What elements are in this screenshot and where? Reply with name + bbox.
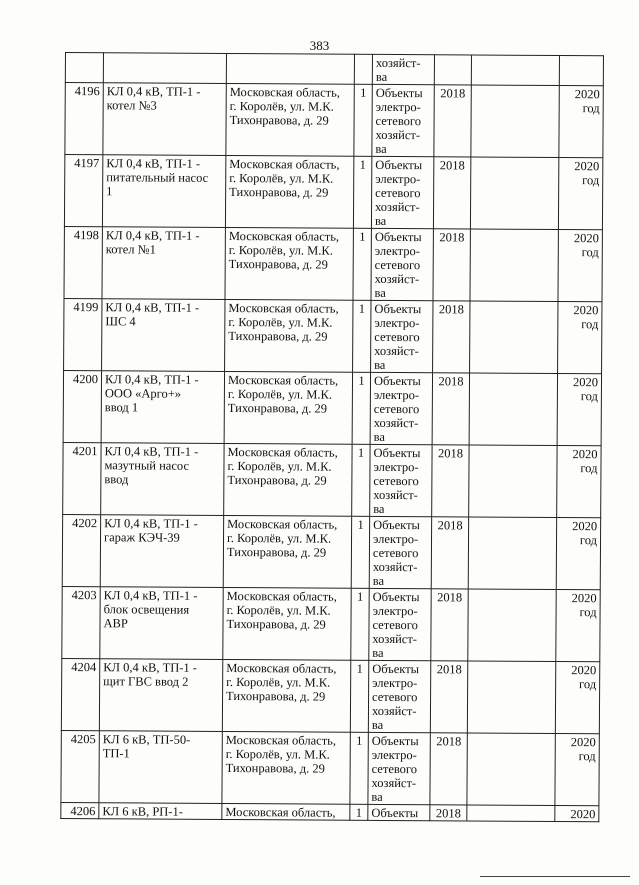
table-row [63, 370, 601, 445]
cell-empty [470, 229, 558, 302]
page-number: 383 [309, 38, 330, 53]
cell-plan-year: 2020 [555, 806, 599, 822]
cell-year: 2018 [433, 157, 470, 229]
cell-category: Объекты электро- сетевого хозяйст- ва [369, 516, 431, 588]
cell-plan-year: 2020 год [557, 446, 601, 518]
cell-empty [467, 805, 555, 822]
cell-quantity: 1 [352, 444, 370, 516]
registry-table [60, 52, 604, 822]
cell-year: 2018 [433, 229, 470, 301]
cell-category: Объекты электро- сетевого хозяйст- ва [368, 660, 430, 732]
cell-row-number: 4200 [63, 370, 101, 442]
cell-quantity: 1 [350, 660, 368, 732]
cell-quantity: 1 [350, 732, 368, 804]
cell-plan-year: 2020 год [555, 734, 599, 806]
cell-row-number: 4197 [64, 155, 102, 227]
cell-quantity: 1 [351, 516, 369, 588]
scan-edge-line [480, 876, 630, 877]
table-row-partial [61, 802, 599, 821]
cell-quantity: 1 [351, 588, 369, 660]
cell-plan-year: 2020 год [556, 518, 600, 590]
cell-category: Объекты электро- сетевого хозяйст- ва [371, 300, 433, 372]
cell-plan-year: 2020 год [558, 158, 602, 230]
cell-empty [467, 733, 555, 806]
table-row [62, 514, 600, 589]
cell-empty [468, 589, 556, 662]
cell-row-number: 4199 [64, 298, 102, 370]
cell-category: Объекты [368, 804, 430, 820]
cell-object-name: КЛ 0,4 кВ, ТП-1 - щит ГВС ввод 2 [99, 659, 222, 732]
cell-object-name: КЛ 0,4 кВ, ТП-1 - питательный насос 1 [102, 155, 225, 228]
cell-quantity: 1 [354, 84, 372, 156]
table-row [61, 730, 599, 805]
cell-empty [469, 445, 557, 518]
table-row [64, 226, 602, 301]
cell-year: 2018 [430, 661, 467, 733]
cell-address: Московская область, г. Королёв, ул. М.К. Тихонравова, д. 29 [224, 371, 352, 444]
cell-object-name: КЛ 0,4 кВ, ТП-1 - ООО «Арго+» ввод 1 [101, 371, 224, 444]
cell-object-name: КЛ 0,4 кВ, ТП-1 - ШС 4 [102, 299, 225, 372]
cell-object-name: КЛ 0,4 кВ, ТП-1 - мазутный насос ввод [101, 443, 224, 516]
cell-row-number: 4202 [62, 514, 100, 586]
cell-row-number: 4196 [65, 83, 103, 155]
cell-year: 2018 [430, 805, 467, 821]
cell-address: Московская область, г. Королёв, ул. М.К. Тихонравова, д. 29 [223, 587, 351, 660]
cell-object-name: КЛ 6 кВ, ТП-50- ТП-1 [99, 731, 222, 804]
cell-address: Московская область, г. Королёв, ул. М.К. Тихонравова, д. 29 [222, 731, 350, 804]
cell-quantity: 1 [352, 372, 370, 444]
cell-empty [468, 517, 556, 590]
cell-address: Московская область, г. Королёв, ул. М.К. Тихонравова, д. 29 [225, 227, 353, 300]
cell-object-name: КЛ 0,4 кВ, ТП-1 - котел №3 [103, 83, 226, 156]
cell-category: Объекты электро- сетевого хозяйст- ва [371, 156, 433, 228]
table-row [62, 586, 600, 661]
table-row [65, 83, 603, 158]
cell-address: Московская область, г. Королёв, ул. М.К. Тихонравова, д. 29 [224, 443, 352, 516]
cell-plan-year: 2020 год [558, 302, 602, 374]
cell-address: Московская область, г. Королёв, ул. М.К. Тихонравова, д. 29 [222, 659, 350, 732]
cell-address: Московская область, г. Королёв, ул. М.К. Тихонравова, д. 29 [225, 299, 353, 372]
cell-address: Московская область, [222, 803, 350, 820]
cell-address: Московская область, г. Королёв, ул. М.К. Тихонравова, д. 29 [225, 155, 353, 228]
table-row [61, 658, 599, 733]
cell-address: Московская область, г. Королёв, ул. М.К. Тихонравова, д. 29 [223, 515, 351, 588]
table-row [63, 442, 601, 517]
cell-plan-year: 2020 год [558, 230, 602, 302]
cell-quantity: 1 [353, 156, 371, 228]
cell-row-number: 4198 [64, 226, 102, 298]
cell-empty [469, 373, 557, 446]
cell-empty [467, 661, 555, 734]
cell-row-number: 4203 [62, 586, 100, 658]
cell-year: 2018 [432, 445, 469, 517]
cell-plan-year: 2020 год [556, 590, 600, 662]
cell-category: Объекты электро- сетевого хозяйст- ва [372, 84, 434, 156]
cell-year: 2018 [433, 301, 470, 373]
cell-category: Объекты электро- сетевого хозяйст- ва [370, 444, 432, 516]
cell-quantity: 1 [353, 300, 371, 372]
cell-quantity: 1 [350, 804, 368, 820]
cell-row-number: 4201 [63, 442, 101, 514]
cell-plan-year: 2020 год [557, 374, 601, 446]
cell-row-number: 4206 [61, 802, 99, 818]
cell-category: Объекты электро- сетевого хозяйст- ва [368, 732, 430, 804]
cell-year: 2018 [432, 373, 469, 445]
cell-object-name: КЛ 0,4 кВ, ТП-1 - гараж КЭЧ-39 [100, 515, 223, 588]
cell-year: 2018 [431, 517, 468, 589]
cell-empty [471, 85, 559, 158]
cell-category: Объекты электро- сетевого хозяйст- ва [371, 228, 433, 300]
cell-year: 2018 [431, 589, 468, 661]
cell-object-name: КЛ 6 кВ, РП-1- [99, 803, 222, 820]
cell-quantity: 1 [353, 228, 371, 300]
cell-category: хозяйст- ва [372, 54, 434, 84]
cell-category: Объекты электро- сетевого хозяйст- ва [369, 588, 431, 660]
cell-address: Московская область, г. Королёв, ул. М.К. Тихонравова, д. 29 [226, 83, 354, 156]
cell-year: 2018 [434, 85, 471, 157]
cell-plan-year: 2020 год [559, 86, 603, 158]
cell-category: Объекты электро- сетевого хозяйст- ва [370, 372, 432, 444]
table-row [64, 298, 602, 373]
cell-row-number: 4205 [61, 730, 99, 802]
table-row [64, 155, 602, 230]
cell-empty [470, 301, 558, 374]
cell-year: 2018 [430, 733, 467, 805]
cell-object-name: КЛ 0,4 кВ, ТП-1 - котел №1 [102, 227, 225, 300]
cell-row-number: 4204 [61, 658, 99, 730]
cell-plan-year: 2020 год [555, 662, 599, 734]
cell-object-name: КЛ 0,4 кВ, ТП-1 - блок освещения АВР [100, 587, 223, 660]
table-row-continued [65, 53, 603, 86]
cell-empty [470, 157, 558, 230]
table-body [61, 53, 604, 822]
